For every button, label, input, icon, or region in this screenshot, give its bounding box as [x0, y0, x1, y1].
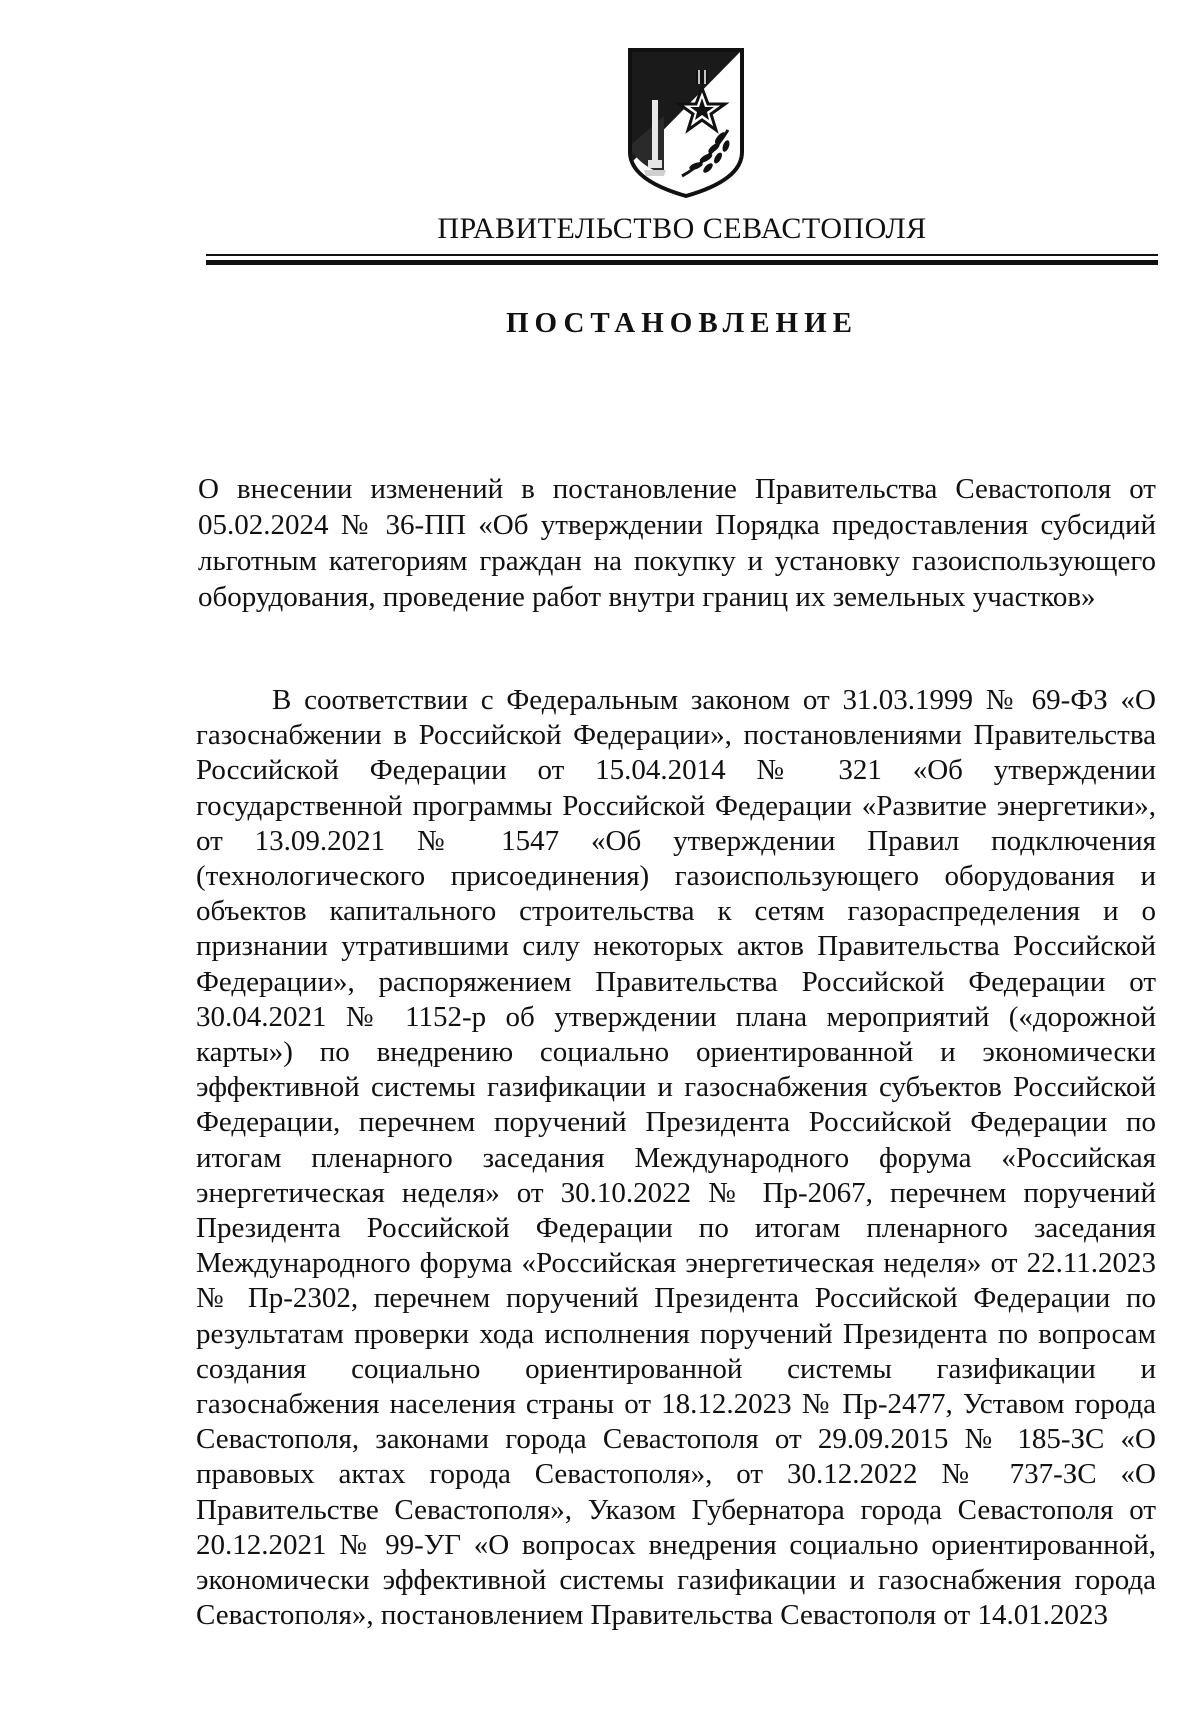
organization-name: ПРАВИТЕЛЬСТВО СЕВАСТОПОЛЯ — [437, 212, 927, 245]
header-divider-thin — [206, 254, 1158, 256]
sevastopol-coat-of-arms-icon — [624, 44, 748, 200]
document-type-title: ПОСТАНОВЛЕНИЕ — [505, 307, 858, 339]
header-divider-thick — [206, 260, 1158, 265]
document-subject: О внесении изменений в постановление Правительства Севастополя от 05.02.2024 № 36-ПП «Об утверждении Порядка предоставления субсидий льготным категориям граждан на покупку и установку газоиспользующего оборудования, проведение работ внутри границ их земельных участков» — [198, 473, 1156, 613]
body-paragraph: В соответствии с Федеральным законом от 31.03.1999 № 69-ФЗ «О газоснабжении в Российской Федерации», постановлениями Правительства Российской Федерации от 15.04.2014 № 321 «Об утверждении государственной программы Российской Федерации «Развитие энергетики», от 13.09.2021 № 1547 «Об утверждении Правил подключения (технологического присоединения) газоиспользующего оборудования и объектов капитального строительства к сетям газораспределения и о признании утратившими силу некоторых актов Правительства Российской Федерации», распоряжением Правительства Российской Федерации от 30.04.2021 № 1152-р об утверждении плана мероприятий («дорожной карты») по внедрению социально ориентированной и экономически эффективной системы газификации и газоснабжения субъектов Российской Федерации, перечнем поручений Президента Российской Федерации по итогам пленарного заседания Международного форума «Российская энергетическая неделя» от 30.10.2022 № Пр-2067, перечнем поручений Президента Российской Федерации по итогам пленарного заседания Международного форума «Российская энергетическая неделя» от 22.11.2023 № Пр-2302, перечнем поручений Президента Российской Федерации по результатам проверки хода исполнения поручений Президента по вопросам создания социально ориентированной системы газификации и газоснабжения населения страны от 18.12.2023 № Пр-2477, Уставом города Севастополя, законами города Севастополя от 29.09.2015 № 185-ЗС «О правовых актах города Севастополя», от 30.12.2022 № 737-ЗС «О Правительстве Севастополя», Указом Губернатора города Севастополя от 20.12.2021 № 99-УГ «О вопросах внедрения социально ориентированной, экономически эффективной системы газификации и газоснабжения города Севастополя», постановлением Правительства Севастополя от 14.01.2023 — [196, 684, 1156, 1632]
